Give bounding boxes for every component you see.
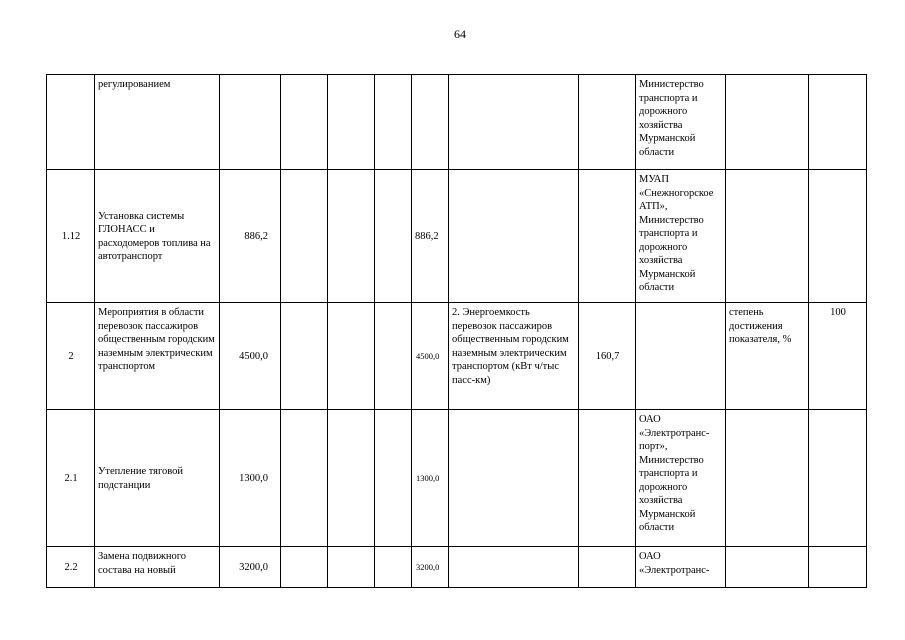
target-value	[809, 170, 867, 303]
funding-cell	[281, 547, 328, 588]
target-indicator	[726, 547, 809, 588]
indicator-value	[579, 410, 636, 547]
indicator-value: 160,7	[579, 303, 636, 410]
row-number: 2	[47, 303, 95, 410]
target-value	[809, 75, 867, 170]
indicator-name: 2. Энергоемкость перевозок пассажиров общественным городским наземным электрическим транспортом (кВт ч/тыс пасс-км)	[449, 303, 579, 410]
funding-cell	[328, 303, 375, 410]
row-number: 2.2	[47, 547, 95, 588]
measure-name: Мероприятия в области перевозок пассажиров общественным городским наземным электрическим транспортом	[95, 303, 220, 410]
executor: ОАО «Электротранс-порт», Министерство транспорта и дорожного хозяйства Мурманской области	[636, 410, 726, 547]
funding-total: 886,2	[220, 170, 281, 303]
funding-source: 4500,0	[412, 303, 449, 410]
indicator-name	[449, 75, 579, 170]
target-value	[809, 410, 867, 547]
funding-cell	[375, 410, 412, 547]
executor: Министерство транспорта и дорожного хозяйства Мурманской области	[636, 75, 726, 170]
target-indicator	[726, 75, 809, 170]
table-row	[47, 303, 867, 410]
program-table	[46, 74, 867, 588]
executor: ОАО «Электротранс-	[636, 547, 726, 588]
funding-source: 886,2	[412, 170, 449, 303]
target-value	[809, 547, 867, 588]
row-number: 2.1	[47, 410, 95, 547]
page-number: 64	[454, 27, 466, 41]
indicator-name	[449, 170, 579, 303]
funding-cell	[375, 303, 412, 410]
measure-name: регулированием	[95, 75, 220, 170]
funding-cell	[281, 410, 328, 547]
funding-cell	[328, 75, 375, 170]
target-indicator	[726, 170, 809, 303]
funding-total	[220, 75, 281, 170]
row-number: 1.12	[47, 170, 95, 303]
executor	[636, 303, 726, 410]
funding-total: 1300,0	[220, 410, 281, 547]
measure-name: Замена подвижного состава на новый	[95, 547, 220, 588]
funding-cell	[375, 170, 412, 303]
funding-total: 3200,0	[220, 547, 281, 588]
funding-cell	[375, 547, 412, 588]
funding-total: 4500,0	[220, 303, 281, 410]
table-row	[47, 75, 867, 170]
funding-cell	[281, 303, 328, 410]
table-row	[47, 170, 867, 303]
target-value: 100	[809, 303, 867, 410]
funding-source: 3200,0	[412, 547, 449, 588]
table-row	[47, 410, 867, 547]
funding-source: 1300,0	[412, 410, 449, 547]
funding-source	[412, 75, 449, 170]
funding-cell	[328, 547, 375, 588]
table-row	[47, 547, 867, 588]
funding-cell	[281, 75, 328, 170]
indicator-name	[449, 410, 579, 547]
target-indicator: степень достижения показателя, %	[726, 303, 809, 410]
funding-cell	[375, 75, 412, 170]
measure-name: Утепление тяговой подстанции	[95, 410, 220, 547]
executor: МУАП «Снежногорское АТП», Министерство транспорта и дорожного хозяйства Мурманской области	[636, 170, 726, 303]
indicator-value	[579, 75, 636, 170]
measure-name: Установка системы ГЛОНАСС и расходомеров топлива на автотранспорт	[95, 170, 220, 303]
target-indicator	[726, 410, 809, 547]
row-number	[47, 75, 95, 170]
indicator-value	[579, 547, 636, 588]
indicator-value	[579, 170, 636, 303]
indicator-name	[449, 547, 579, 588]
funding-cell	[328, 410, 375, 547]
funding-cell	[281, 170, 328, 303]
funding-cell	[328, 170, 375, 303]
